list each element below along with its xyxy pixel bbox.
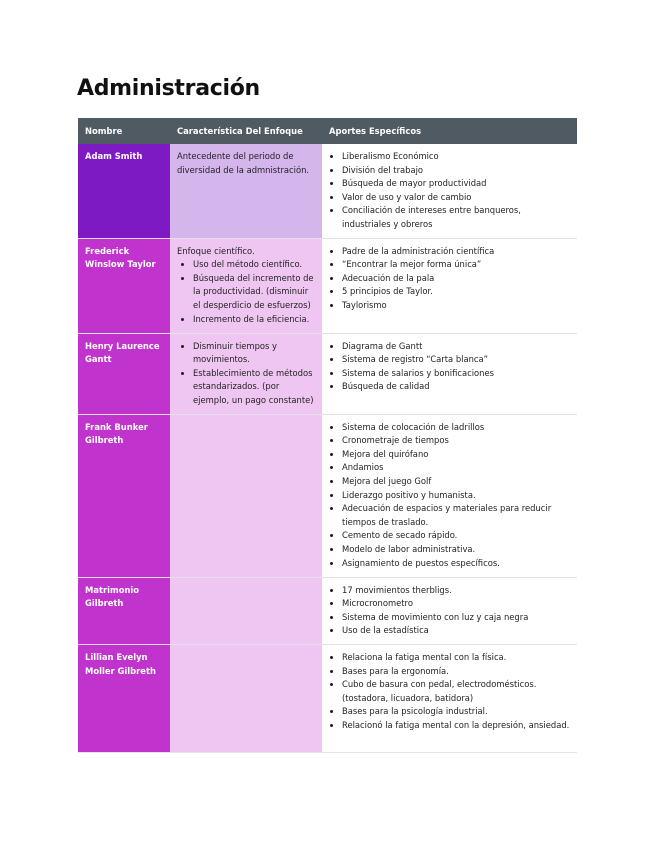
aportes-list bbox=[329, 651, 570, 733]
aporte-item: • Cronometraje de tiempos bbox=[342, 434, 570, 448]
header-nombre: Nombre bbox=[78, 118, 170, 144]
aporte-item: • Diagrama de Gantt bbox=[342, 340, 570, 354]
aporte-item: • Modelo de labor administrativa. bbox=[342, 543, 570, 557]
row-nombre: Lillian Evelyn Moller Gilbreth bbox=[78, 644, 170, 752]
aporte-item: • Sistema de salarios y bonificaciones bbox=[342, 367, 570, 381]
aporte-item: • 17 movimientos therbligs. bbox=[342, 584, 570, 598]
aporte-item: • Bases para la ergonomía. bbox=[342, 665, 570, 679]
aporte-item: • Liderazgo positivo y humanista. bbox=[342, 489, 570, 503]
aporte-item: • 5 principios de Taylor. bbox=[342, 285, 570, 299]
table-header bbox=[78, 118, 577, 144]
caracteristica-intro: Antecedente del periodo de diversidad de la admnistración. bbox=[177, 151, 310, 175]
aporte-item: • Sistema de registro “Carta blanca” bbox=[342, 353, 570, 367]
administracion-table bbox=[78, 118, 577, 753]
table-row bbox=[78, 577, 577, 644]
row-caracteristica bbox=[170, 333, 322, 414]
aporte-item: • Búsqueda de calidad bbox=[342, 380, 570, 394]
page-title: Administración bbox=[77, 76, 260, 101]
aporte-item: • Adecuación de espacios y materiales para reducir tiempos de traslado. bbox=[342, 502, 570, 529]
aporte-item: • Cubo de basura con pedal, electrodomésticos. (tostadora, licuadora, batidora) bbox=[342, 678, 570, 705]
aporte-item: • Liberalismo Económico bbox=[342, 150, 570, 164]
row-nombre: Matrimonio Gilbreth bbox=[78, 577, 170, 644]
aporte-item: • Andamios bbox=[342, 461, 570, 475]
header-row bbox=[78, 118, 577, 144]
aportes-list bbox=[329, 150, 570, 232]
table-body bbox=[78, 144, 577, 752]
caracteristica-item: • Establecimiento de métodos estandarizados. (por ejemplo, un pago constante) bbox=[193, 367, 315, 408]
header-aportes: Aportes Específicos bbox=[322, 118, 577, 144]
row-aportes bbox=[322, 144, 577, 238]
table-row bbox=[78, 238, 577, 333]
row-aportes bbox=[322, 577, 577, 644]
aporte-item: • Relacionó la fatiga mental con la depresión, ansiedad. bbox=[342, 719, 570, 733]
row-caracteristica bbox=[170, 644, 322, 752]
aporte-item: • Sistema de movimiento con luz y caja negra bbox=[342, 611, 570, 625]
caracteristica-intro: Enfoque científico. bbox=[177, 245, 255, 256]
caracteristica-list bbox=[177, 258, 315, 326]
row-nombre: Henry Laurence Gantt bbox=[78, 333, 170, 414]
row-nombre: Frank Bunker Gilbreth bbox=[78, 414, 170, 577]
row-aportes bbox=[322, 644, 577, 752]
row-caracteristica bbox=[170, 238, 322, 333]
row-caracteristica bbox=[170, 414, 322, 577]
aporte-item: • Microcronometro bbox=[342, 597, 570, 611]
aportes-list bbox=[329, 584, 570, 638]
table-row bbox=[78, 644, 577, 752]
aporte-item: • Adecuación de la pala bbox=[342, 272, 570, 286]
row-aportes bbox=[322, 238, 577, 333]
aportes-list bbox=[329, 340, 570, 394]
caracteristica-list bbox=[177, 340, 315, 408]
header-caracteristica: Característica Del Enfoque bbox=[170, 118, 322, 144]
aporte-item: • Conciliación de intereses entre banqueros, industriales y obreros bbox=[342, 204, 570, 231]
aportes-list bbox=[329, 245, 570, 313]
aporte-item: • Uso de la estadística bbox=[342, 624, 570, 638]
aporte-item: • “Encontrar la mejor forma única” bbox=[342, 258, 570, 272]
table-row bbox=[78, 144, 577, 238]
row-aportes bbox=[322, 333, 577, 414]
table-row bbox=[78, 333, 577, 414]
aporte-item: • Búsqueda de mayor productividad bbox=[342, 177, 570, 191]
aporte-item: • Valor de uso y valor de cambio bbox=[342, 191, 570, 205]
caracteristica-item: • Disminuir tiempos y movimientos. bbox=[193, 340, 315, 367]
aporte-item: • Asignamiento de puestos específicos. bbox=[342, 557, 570, 571]
aportes-list bbox=[329, 421, 570, 571]
row-nombre: Adam Smith bbox=[78, 144, 170, 238]
row-caracteristica bbox=[170, 577, 322, 644]
aporte-item: • División del trabajo bbox=[342, 164, 570, 178]
aporte-item: • Sistema de colocación de ladrillos bbox=[342, 421, 570, 435]
aporte-item: • Mejora del juego Golf bbox=[342, 475, 570, 489]
aporte-item: • Relaciona la fatiga mental con la física. bbox=[342, 651, 570, 665]
row-caracteristica bbox=[170, 144, 322, 238]
caracteristica-item: • Uso del método científico. bbox=[193, 258, 315, 272]
caracteristica-item: • Incremento de la eficiencia. bbox=[193, 313, 315, 327]
aporte-item: • Mejora del quirófano bbox=[342, 448, 570, 462]
caracteristica-item: • Búsqueda del incremento de la productividad. (disminuir el desperdicio de esfuerzos) bbox=[193, 272, 315, 313]
aporte-item: • Padre de la administración científica bbox=[342, 245, 570, 259]
row-nombre: Frederick Winslow Taylor bbox=[78, 238, 170, 333]
aporte-item: • Cemento de secado rápido. bbox=[342, 529, 570, 543]
table-row bbox=[78, 414, 577, 577]
aporte-item: • Bases para la psicología industrial. bbox=[342, 705, 570, 719]
row-aportes bbox=[322, 414, 577, 577]
aporte-item: • Taylorismo bbox=[342, 299, 570, 313]
